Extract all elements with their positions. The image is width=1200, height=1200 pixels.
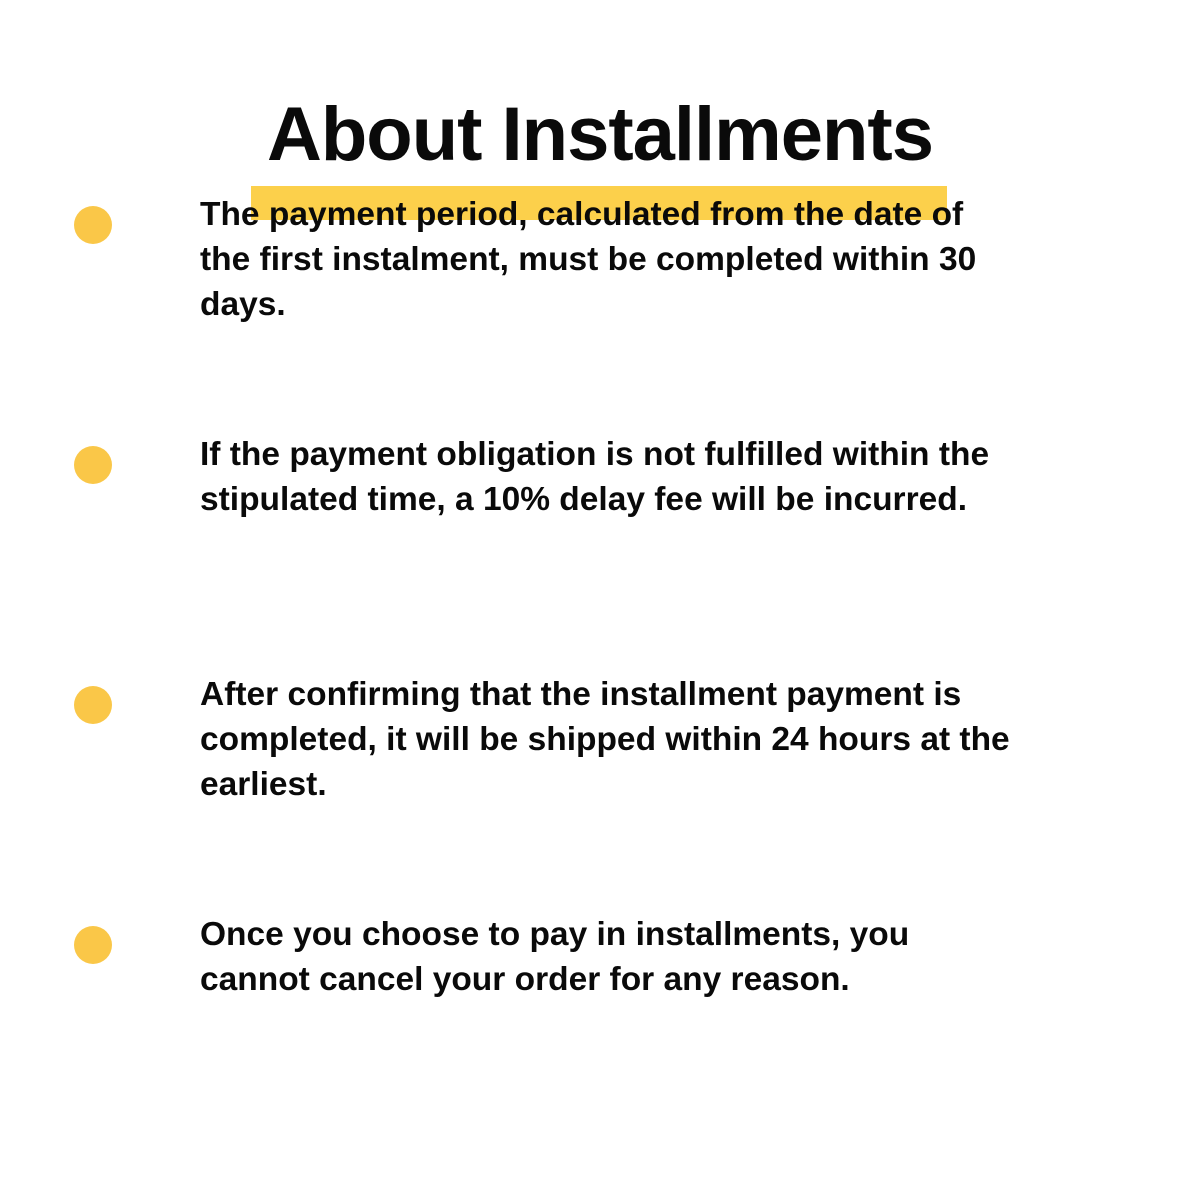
- list-item-text: The payment period, calculated from the date of the first instalment, must be completed within 30 days.: [200, 196, 977, 323]
- page-title: About Installments: [266, 91, 934, 177]
- list-item: [0, 912, 1160, 1092]
- list-item: [0, 432, 1160, 612]
- installment-terms-list: [0, 192, 1200, 1092]
- list-item: [0, 192, 1160, 372]
- bullet-cell: [0, 912, 200, 964]
- list-item-text: After confirming that the installment payment is completed, it will be shipped within 24 hours at the earliest.: [200, 676, 1010, 803]
- filled-circle-bullet-icon: [74, 206, 112, 244]
- bullet-cell: [0, 672, 200, 724]
- filled-circle-bullet-icon: [74, 686, 112, 724]
- bullet-cell: [0, 432, 200, 484]
- filled-circle-bullet-icon: [74, 926, 112, 964]
- bullet-cell: [0, 192, 200, 244]
- page-header: [0, 0, 1200, 177]
- filled-circle-bullet-icon: [74, 446, 112, 484]
- list-item-text: Once you choose to pay in installments, you cannot cancel your order for any reason.: [200, 916, 910, 998]
- list-item-text: If the payment obligation is not fulfilled within the stipulated time, a 10% delay fee will be incurred.: [200, 436, 990, 518]
- list-item: [0, 672, 1160, 852]
